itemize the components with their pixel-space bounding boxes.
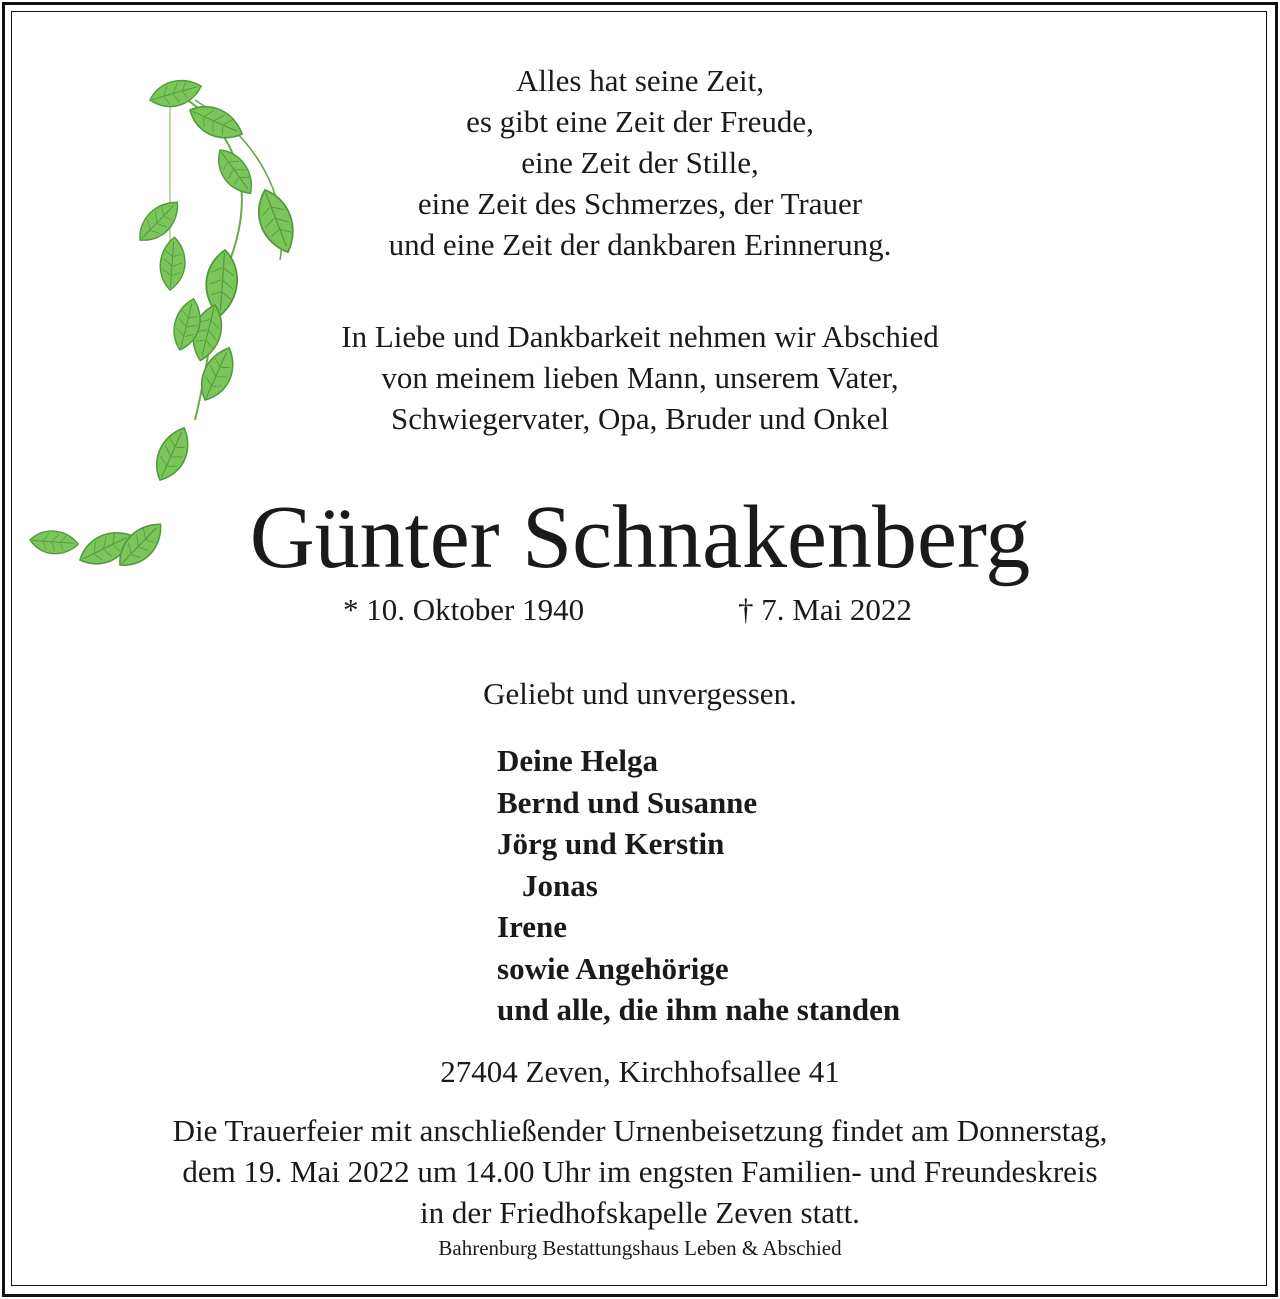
deceased-name: Günter Schnakenberg xyxy=(249,488,1031,587)
mourner: Jörg und Kerstin xyxy=(497,826,725,861)
mourner: Irene xyxy=(497,909,568,944)
tagline: Geliebt und unvergessen. xyxy=(483,676,797,711)
mourner: Deine Helga xyxy=(497,743,658,778)
poem-line: Alles hat seine Zeit, xyxy=(516,63,764,98)
poem-line: es gibt eine Zeit der Freude, xyxy=(466,104,814,139)
mourner: und alle, die ihm nahe standen xyxy=(497,992,901,1027)
service-info xyxy=(0,1110,1280,1233)
service-line: in der Friedhofskapelle Zeven statt. xyxy=(420,1195,860,1230)
mourner: Bernd und Susanne xyxy=(497,784,758,820)
service-line: dem 19. Mai 2022 um 14.00 Uhr im engsten Familien- und Freundeskreis xyxy=(182,1154,1098,1189)
intro-line: In Liebe und Dankbarkeit nehmen wir Abschied xyxy=(341,319,939,354)
mourners-list xyxy=(497,740,900,1031)
intro-line: Schwiegervater, Opa, Bruder und Onkel xyxy=(390,401,890,436)
poem xyxy=(0,60,1280,265)
intro xyxy=(0,316,1280,439)
service-line: Die Trauerfeier mit anschließender Urnenbeisetzung findet am Donnerstag, xyxy=(172,1113,1108,1148)
intro-line: von meinem lieben Mann, unserem Vater, xyxy=(381,360,899,395)
address: 27404 Zeven, Kirchhofsallee 41 xyxy=(440,1054,840,1089)
mourner: Jonas xyxy=(522,867,598,903)
death-date: † 7. Mai 2022 xyxy=(738,592,912,627)
poem-line: eine Zeit der Stille, xyxy=(521,145,759,180)
birth-date: * 10. Oktober 1940 xyxy=(343,592,585,627)
poem-line: eine Zeit des Schmerzes, der Trauer xyxy=(417,186,863,221)
mourner: sowie Angehörige xyxy=(497,950,729,986)
poem-line: und eine Zeit der dankbaren Erinnerung. xyxy=(388,227,892,262)
funeral-home: Bahrenburg Bestattungshaus Leben & Abschied xyxy=(438,1236,842,1260)
